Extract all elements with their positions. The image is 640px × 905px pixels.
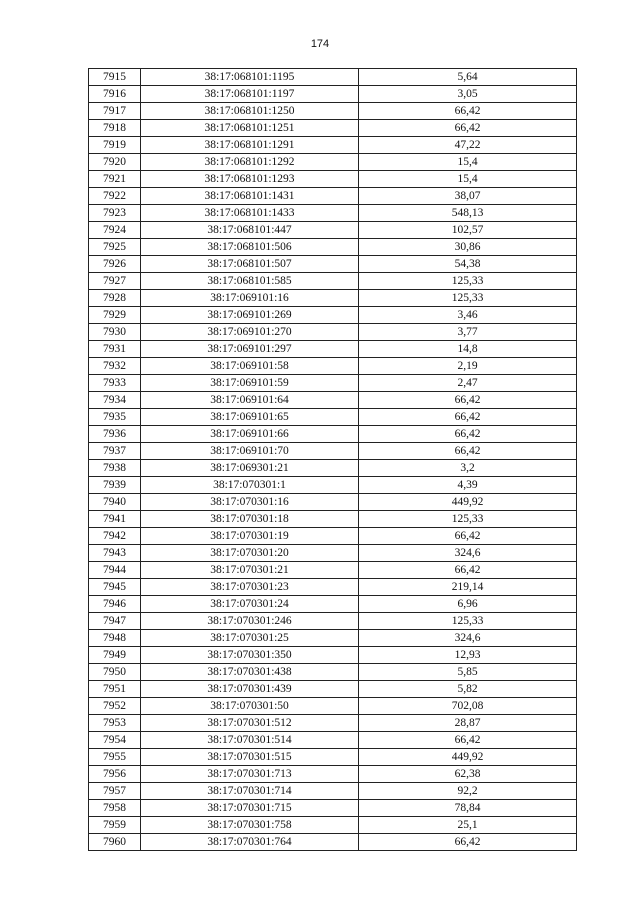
row-number-cell: 7960 [89, 834, 141, 851]
area-value-cell: 66,42 [359, 120, 577, 137]
table-row [89, 69, 577, 86]
area-value-cell: 66,42 [359, 443, 577, 460]
row-number-cell: 7929 [89, 307, 141, 324]
area-value-cell: 324,6 [359, 545, 577, 562]
cadastral-number-cell: 38:17:070301:764 [141, 834, 359, 851]
cadastral-number-cell: 38:17:069101:70 [141, 443, 359, 460]
row-number-cell: 7928 [89, 290, 141, 307]
cadastral-number-cell: 38:17:068101:585 [141, 273, 359, 290]
cadastral-number-cell: 38:17:070301:50 [141, 698, 359, 715]
area-value-cell: 15,4 [359, 154, 577, 171]
cadastral-number-cell: 38:17:070301:350 [141, 647, 359, 664]
row-number-cell: 7958 [89, 800, 141, 817]
table-row [89, 817, 577, 834]
table-row [89, 528, 577, 545]
cadastral-number-cell: 38:17:070301:23 [141, 579, 359, 596]
cadastral-number-cell: 38:17:069301:21 [141, 460, 359, 477]
area-value-cell: 66,42 [359, 426, 577, 443]
row-number-cell: 7959 [89, 817, 141, 834]
table-row [89, 562, 577, 579]
row-number-cell: 7938 [89, 460, 141, 477]
area-value-cell: 78,84 [359, 800, 577, 817]
cadastral-number-cell: 38:17:069101:270 [141, 324, 359, 341]
table-row [89, 154, 577, 171]
row-number-cell: 7939 [89, 477, 141, 494]
table-row [89, 545, 577, 562]
cadastral-number-cell: 38:17:069101:297 [141, 341, 359, 358]
area-value-cell: 449,92 [359, 494, 577, 511]
cadastral-number-cell: 38:17:070301:438 [141, 664, 359, 681]
area-value-cell: 66,42 [359, 409, 577, 426]
row-number-cell: 7940 [89, 494, 141, 511]
area-value-cell: 15,4 [359, 171, 577, 188]
row-number-cell: 7943 [89, 545, 141, 562]
area-value-cell: 125,33 [359, 290, 577, 307]
area-value-cell: 66,42 [359, 732, 577, 749]
table-row [89, 222, 577, 239]
table-row [89, 664, 577, 681]
row-number-cell: 7946 [89, 596, 141, 613]
cadastral-number-cell: 38:17:069101:66 [141, 426, 359, 443]
row-number-cell: 7922 [89, 188, 141, 205]
cadastral-number-cell: 38:17:068101:1431 [141, 188, 359, 205]
row-number-cell: 7951 [89, 681, 141, 698]
row-number-cell: 7924 [89, 222, 141, 239]
table-row [89, 834, 577, 851]
area-value-cell: 54,38 [359, 256, 577, 273]
cadastral-number-cell: 38:17:070301:512 [141, 715, 359, 732]
row-number-cell: 7957 [89, 783, 141, 800]
cadastral-number-cell: 38:17:070301:19 [141, 528, 359, 545]
cadastral-number-cell: 38:17:069101:269 [141, 307, 359, 324]
area-value-cell: 102,57 [359, 222, 577, 239]
row-number-cell: 7930 [89, 324, 141, 341]
area-value-cell: 25,1 [359, 817, 577, 834]
area-value-cell: 66,42 [359, 103, 577, 120]
cadastral-number-cell: 38:17:070301:16 [141, 494, 359, 511]
cadastral-number-cell: 38:17:069101:64 [141, 392, 359, 409]
table-row [89, 732, 577, 749]
table-row [89, 86, 577, 103]
area-value-cell: 5,85 [359, 664, 577, 681]
row-number-cell: 7956 [89, 766, 141, 783]
table-row [89, 290, 577, 307]
row-number-cell: 7953 [89, 715, 141, 732]
row-number-cell: 7925 [89, 239, 141, 256]
table-row [89, 409, 577, 426]
row-number-cell: 7919 [89, 137, 141, 154]
table-row [89, 647, 577, 664]
cadastral-number-cell: 38:17:068101:1433 [141, 205, 359, 222]
row-number-cell: 7920 [89, 154, 141, 171]
cadastral-number-cell: 38:17:070301:246 [141, 613, 359, 630]
table-row [89, 494, 577, 511]
cadastral-number-cell: 38:17:070301:25 [141, 630, 359, 647]
area-value-cell: 14,8 [359, 341, 577, 358]
table-row [89, 103, 577, 120]
area-value-cell: 3,2 [359, 460, 577, 477]
area-value-cell: 125,33 [359, 273, 577, 290]
table-row [89, 698, 577, 715]
table-row [89, 205, 577, 222]
cadastral-number-cell: 38:17:069101:16 [141, 290, 359, 307]
area-value-cell: 5,82 [359, 681, 577, 698]
table-row [89, 579, 577, 596]
area-value-cell: 548,13 [359, 205, 577, 222]
row-number-cell: 7954 [89, 732, 141, 749]
table-row [89, 630, 577, 647]
area-value-cell: 702,08 [359, 698, 577, 715]
area-value-cell: 3,05 [359, 86, 577, 103]
cadastral-number-cell: 38:17:068101:1293 [141, 171, 359, 188]
area-value-cell: 47,22 [359, 137, 577, 154]
row-number-cell: 7949 [89, 647, 141, 664]
cadastral-number-cell: 38:17:070301:758 [141, 817, 359, 834]
table-row [89, 188, 577, 205]
area-value-cell: 219,14 [359, 579, 577, 596]
table-row [89, 749, 577, 766]
row-number-cell: 7945 [89, 579, 141, 596]
area-value-cell: 6,96 [359, 596, 577, 613]
cadastral-number-cell: 38:17:070301:18 [141, 511, 359, 528]
area-value-cell: 62,38 [359, 766, 577, 783]
cadastral-number-cell: 38:17:070301:20 [141, 545, 359, 562]
table-row [89, 120, 577, 137]
cadastral-number-cell: 38:17:068101:1250 [141, 103, 359, 120]
table-row [89, 715, 577, 732]
area-value-cell: 12,93 [359, 647, 577, 664]
cadastral-number-cell: 38:17:068101:1197 [141, 86, 359, 103]
table-row [89, 392, 577, 409]
cadastral-number-cell: 38:17:070301:714 [141, 783, 359, 800]
cadastral-number-cell: 38:17:068101:1251 [141, 120, 359, 137]
cadastral-number-cell: 38:17:070301:21 [141, 562, 359, 579]
row-number-cell: 7932 [89, 358, 141, 375]
table-row [89, 358, 577, 375]
cadastral-number-cell: 38:17:069101:59 [141, 375, 359, 392]
row-number-cell: 7947 [89, 613, 141, 630]
area-value-cell: 66,42 [359, 834, 577, 851]
table-row [89, 681, 577, 698]
area-value-cell: 324,6 [359, 630, 577, 647]
table-row [89, 426, 577, 443]
cadastral-number-cell: 38:17:068101:1292 [141, 154, 359, 171]
registry-table-body [89, 69, 577, 851]
area-value-cell: 28,87 [359, 715, 577, 732]
cadastral-number-cell: 38:17:070301:715 [141, 800, 359, 817]
row-number-cell: 7918 [89, 120, 141, 137]
area-value-cell: 66,42 [359, 392, 577, 409]
area-value-cell: 3,46 [359, 307, 577, 324]
row-number-cell: 7935 [89, 409, 141, 426]
area-value-cell: 449,92 [359, 749, 577, 766]
table-row [89, 443, 577, 460]
area-value-cell: 125,33 [359, 613, 577, 630]
row-number-cell: 7955 [89, 749, 141, 766]
row-number-cell: 7944 [89, 562, 141, 579]
table-row [89, 375, 577, 392]
row-number-cell: 7948 [89, 630, 141, 647]
cadastral-number-cell: 38:17:070301:713 [141, 766, 359, 783]
table-row [89, 511, 577, 528]
row-number-cell: 7942 [89, 528, 141, 545]
row-number-cell: 7921 [89, 171, 141, 188]
row-number-cell: 7937 [89, 443, 141, 460]
cadastral-number-cell: 38:17:068101:447 [141, 222, 359, 239]
cadastral-number-cell: 38:17:070301:439 [141, 681, 359, 698]
cadastral-number-cell: 38:17:068101:1291 [141, 137, 359, 154]
cadastral-number-cell: 38:17:070301:515 [141, 749, 359, 766]
table-row [89, 171, 577, 188]
cadastral-number-cell: 38:17:068101:1195 [141, 69, 359, 86]
area-value-cell: 92,2 [359, 783, 577, 800]
area-value-cell: 3,77 [359, 324, 577, 341]
area-value-cell: 66,42 [359, 562, 577, 579]
row-number-cell: 7941 [89, 511, 141, 528]
row-number-cell: 7923 [89, 205, 141, 222]
row-number-cell: 7927 [89, 273, 141, 290]
cadastral-number-cell: 38:17:070301:1 [141, 477, 359, 494]
row-number-cell: 7916 [89, 86, 141, 103]
area-value-cell: 66,42 [359, 528, 577, 545]
table-row [89, 766, 577, 783]
table-row [89, 341, 577, 358]
row-number-cell: 7917 [89, 103, 141, 120]
row-number-cell: 7933 [89, 375, 141, 392]
page-number: 174 [310, 38, 330, 50]
cadastral-number-cell: 38:17:070301:24 [141, 596, 359, 613]
table-row [89, 613, 577, 630]
table-row [89, 477, 577, 494]
area-value-cell: 5,64 [359, 69, 577, 86]
row-number-cell: 7950 [89, 664, 141, 681]
table-row [89, 800, 577, 817]
row-number-cell: 7936 [89, 426, 141, 443]
registry-table [88, 68, 577, 851]
row-number-cell: 7934 [89, 392, 141, 409]
table-row [89, 137, 577, 154]
area-value-cell: 4,39 [359, 477, 577, 494]
area-value-cell: 125,33 [359, 511, 577, 528]
row-number-cell: 7931 [89, 341, 141, 358]
area-value-cell: 2,19 [359, 358, 577, 375]
row-number-cell: 7915 [89, 69, 141, 86]
table-row [89, 256, 577, 273]
table-row [89, 324, 577, 341]
cadastral-number-cell: 38:17:068101:506 [141, 239, 359, 256]
table-row [89, 239, 577, 256]
row-number-cell: 7926 [89, 256, 141, 273]
table-row [89, 596, 577, 613]
table-row [89, 460, 577, 477]
table-row [89, 273, 577, 290]
area-value-cell: 38,07 [359, 188, 577, 205]
row-number-cell: 7952 [89, 698, 141, 715]
area-value-cell: 30,86 [359, 239, 577, 256]
cadastral-number-cell: 38:17:070301:514 [141, 732, 359, 749]
table-row [89, 783, 577, 800]
cadastral-number-cell: 38:17:068101:507 [141, 256, 359, 273]
cadastral-number-cell: 38:17:069101:65 [141, 409, 359, 426]
cadastral-number-cell: 38:17:069101:58 [141, 358, 359, 375]
area-value-cell: 2,47 [359, 375, 577, 392]
table-row [89, 307, 577, 324]
